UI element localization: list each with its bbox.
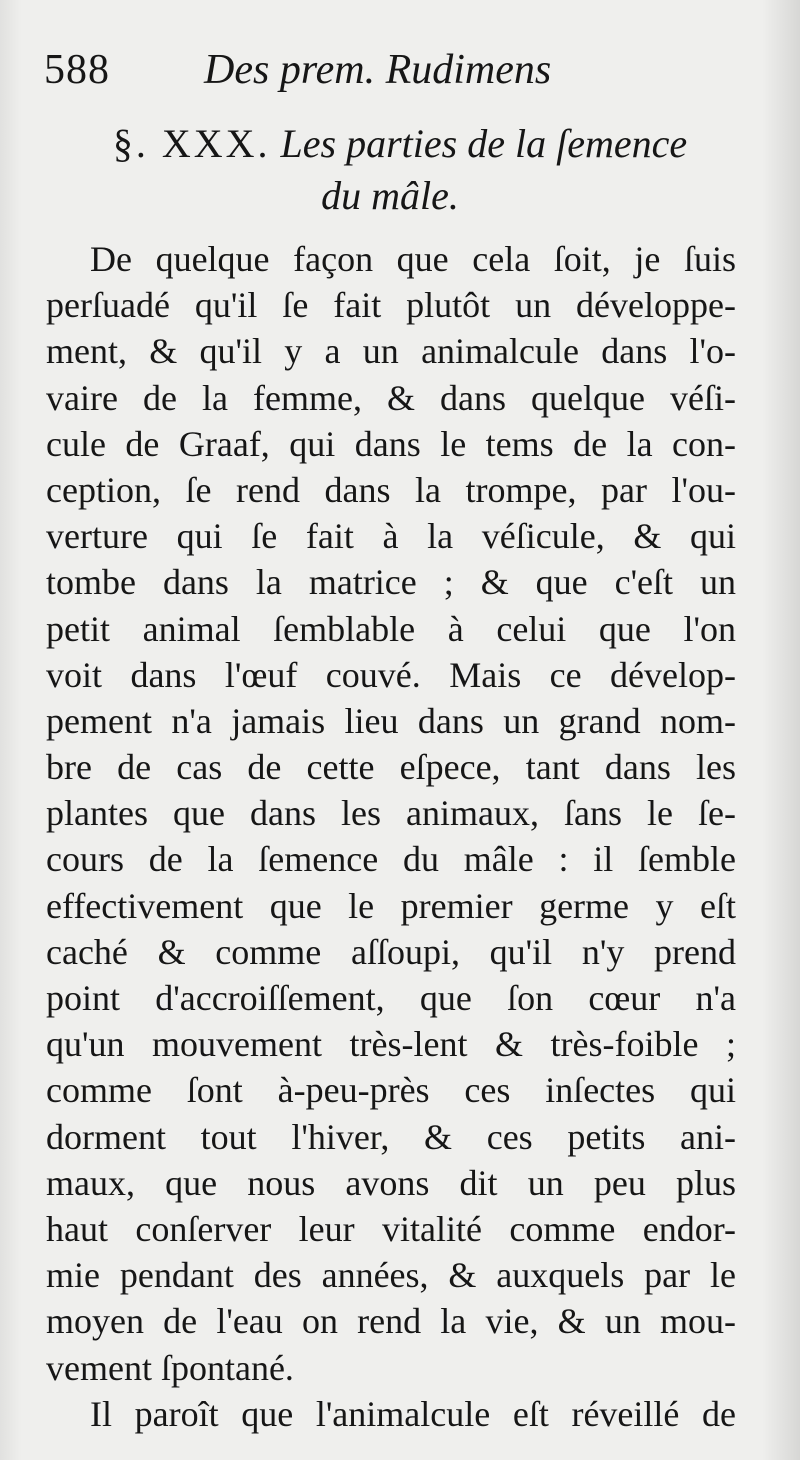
text-line: verture qui ſe fait à la véſicule, & qui — [46, 516, 736, 557]
text-line: cule de Graaf, qui dans le tems de la con- — [46, 423, 736, 464]
text-line: caché & comme aſſoupi, qu'il n'y prend — [46, 931, 736, 972]
text-line: Il paroît que l'animalcule eſt réveillé de — [90, 1393, 736, 1434]
section-heading — [40, 118, 740, 222]
section-title-part-1: Les parties de la ſemence — [280, 121, 688, 166]
body-text — [46, 236, 736, 1437]
text-line: petit animal ſemblable à celui que l'on — [46, 608, 736, 649]
text-line: vement ſpontané. — [46, 1347, 294, 1388]
text-line: De quelque façon que cela ſoit, je ſuis — [90, 239, 736, 279]
text-line: perſuadé qu'il ſe fait plutôt un développe- — [46, 285, 736, 326]
text-line: effectivement que le premier germe y eſt — [46, 885, 736, 926]
text-line: dorment tout l'hiver, & ces petits ani- — [46, 1116, 736, 1157]
section-title-part-2: du mâle. — [321, 173, 459, 218]
text-line: comme ſont à-peu-près ces inſectes qui — [46, 1070, 736, 1111]
text-line: voit dans l'œuf couvé. Mais ce dévelop- — [46, 654, 736, 695]
text-line: vaire de la femme, & dans quelque véſi- — [46, 377, 736, 418]
section-heading-line-1 — [40, 118, 740, 170]
page-gutter-shade — [0, 0, 22, 1460]
text-line: mie pendant des années, & auxquels par le — [46, 1255, 736, 1296]
text-line: haut conſerver leur vitalité comme endor- — [46, 1208, 736, 1249]
text-line: ment, & qu'il y a un animalcule dans l'o- — [46, 331, 736, 372]
page-number: 588 — [44, 47, 110, 93]
text-line: ception, ſe rend dans la trompe, par l'ou- — [46, 469, 736, 510]
text-line: point d'accroiſſement, que ſon cœur n'a — [46, 978, 736, 1018]
running-head — [44, 40, 744, 100]
text-line: bre de cas de cette eſpece, tant dans les — [46, 747, 736, 788]
text-line: maux, que nous avons dit un peu plus — [46, 1162, 736, 1203]
text-line: qu'un mouvement très-lent & très-foible ; — [46, 1024, 736, 1065]
section-number: §. XXX. — [112, 121, 271, 166]
text-line: moyen de l'eau on rend la vie, & un mou- — [46, 1301, 736, 1342]
page-edge-shade — [762, 0, 800, 1460]
running-title: Des prem. Rudimens — [204, 47, 552, 93]
text-line: tombe dans la matrice ; & que c'eſt un — [46, 562, 736, 603]
text-line: plantes que dans les animaux, ſans le ſe- — [46, 793, 736, 834]
text-line: cours de la ſemence du mâle : il ſemble — [46, 839, 736, 880]
text-line: pement n'a jamais lieu dans un grand nom- — [46, 700, 736, 741]
